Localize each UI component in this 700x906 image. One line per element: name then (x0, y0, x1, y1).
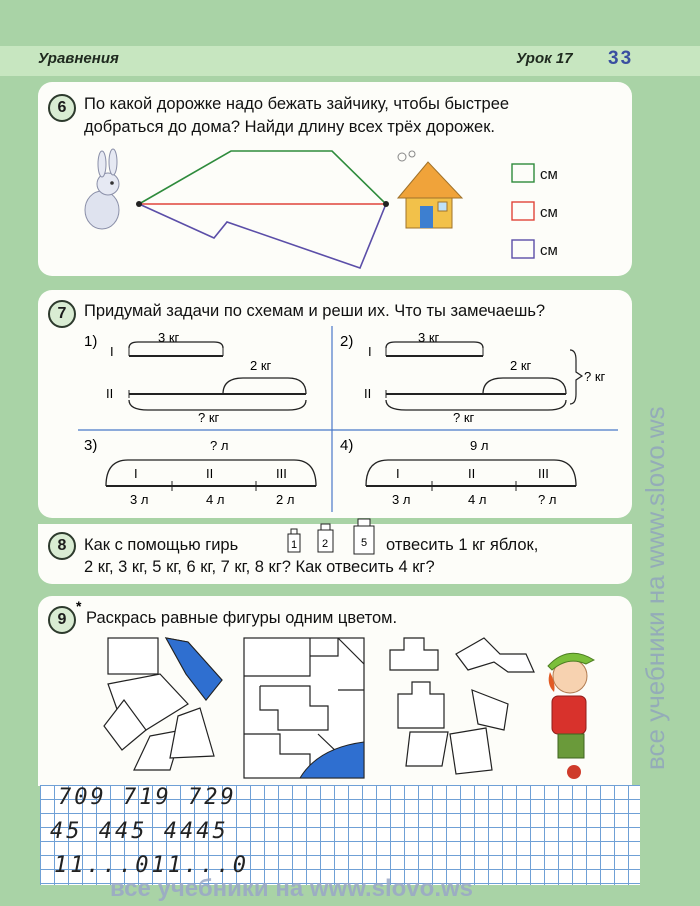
weight-2-icon (318, 524, 333, 552)
scheme-3-label: 3) (84, 437, 98, 454)
scheme-2-bottom: ? кг (453, 410, 475, 425)
task8-line-1-end: отвесить 1 кг яблок, (386, 536, 539, 554)
house-icon (398, 151, 462, 228)
weight-2-label: 2 (322, 538, 329, 550)
legend-green-box (512, 164, 534, 182)
legend-purple-box (512, 240, 534, 258)
lesson-label: Урок 17 (516, 50, 573, 67)
weight-5-icon (354, 519, 374, 554)
task7-schemes (38, 320, 632, 516)
weight-5-label: 5 (361, 537, 368, 549)
bottom-watermark: все учебники на www.slovo.ws (110, 875, 473, 902)
page-number: 33 (608, 48, 634, 69)
scheme-2-right: ? кг (584, 369, 606, 384)
section-title: Уравнения (38, 50, 119, 67)
scheme-2-label: 2) (340, 333, 354, 350)
scheme-1-row1: I (110, 344, 114, 359)
scheme-4-bottom-1: 3 л (392, 492, 411, 507)
scheme-3 (84, 437, 316, 507)
handwriting-row-2: 45 445 4445 (50, 819, 229, 844)
weight-1-label: 1 (291, 539, 298, 551)
handwriting-row-1: 709 719 729 (58, 785, 237, 810)
purple-path (139, 204, 386, 268)
scheme-1-bottom: ? кг (198, 410, 220, 425)
scheme-4-top: 9 л (470, 438, 489, 453)
rabbit-icon (85, 149, 119, 229)
task6-line-1: По какой дорожке надо бежать зайчику, чтобы быстрее (84, 95, 510, 113)
legend-red-unit: см (540, 204, 558, 221)
scheme-4-part-3: III (538, 466, 549, 481)
task8-number: 8 (48, 532, 76, 560)
task7-title: Придумай задачи по схемам и реши их. Что ты замечаешь? (84, 302, 546, 320)
task7-number: 7 (48, 300, 76, 328)
task9-text: Раскрась равные фигуры одним цветом. (86, 609, 398, 627)
scheme-2-row1: I (368, 344, 372, 359)
scheme-2-row2: II (364, 386, 372, 401)
legend-red-box (512, 202, 534, 220)
task9-number: 9 (48, 606, 76, 634)
task9-figures (38, 630, 632, 785)
scheme-3-bottom-1: 3 л (130, 492, 149, 507)
scheme-1-top: 3 кг (158, 330, 180, 345)
weight-1-icon (288, 529, 300, 552)
scheme-2 (340, 330, 606, 425)
scheme-1-label: 1) (84, 333, 98, 350)
scheme-1 (84, 330, 306, 425)
scheme-4-bottom-2: 4 л (468, 492, 487, 507)
task8-line-2: 2 кг, 3 кг, 5 кг, 6 кг, 7 кг, 8 кг? Как отвесить 4 кг? (84, 558, 435, 576)
weights-illustration (282, 516, 382, 558)
scheme-1-row2: II (106, 386, 114, 401)
scheme-3-part-2: II (206, 466, 214, 481)
scheme-3-part-3: III (276, 466, 287, 481)
scheme-2-mid: 2 кг (510, 358, 532, 373)
side-watermark: все учебники на www.slovo.ws (640, 406, 670, 770)
handwriting-row-3: 11...011...0 (54, 853, 249, 878)
scheme-4-part-1: I (396, 466, 400, 481)
scheme-4-label: 4) (340, 437, 354, 454)
task6-number: 6 (48, 94, 76, 122)
task6-illustration (38, 140, 632, 276)
scheme-3-top: ? л (210, 438, 229, 453)
scheme-4-bottom-3: ? л (538, 492, 557, 507)
green-path (139, 151, 386, 204)
task9-star: * (76, 598, 82, 614)
child-illustration (548, 653, 594, 779)
legend-purple-unit: см (540, 242, 558, 259)
scheme-2-top: 3 кг (418, 330, 440, 345)
legend-green-unit: см (540, 166, 558, 183)
scheme-3-bottom-3: 2 л (276, 492, 295, 507)
scheme-3-bottom-2: 4 л (206, 492, 225, 507)
scheme-4-part-2: II (468, 466, 476, 481)
scheme-3-part-1: I (134, 466, 138, 481)
task6-text (84, 93, 509, 139)
task8-line-1-start: Как с помощью гирь (84, 536, 239, 554)
task6-line-2: добраться до дома? Найди длину всех трёх дорожек. (84, 118, 496, 136)
scheme-1-mid: 2 кг (250, 358, 272, 373)
scheme-4 (340, 437, 576, 507)
